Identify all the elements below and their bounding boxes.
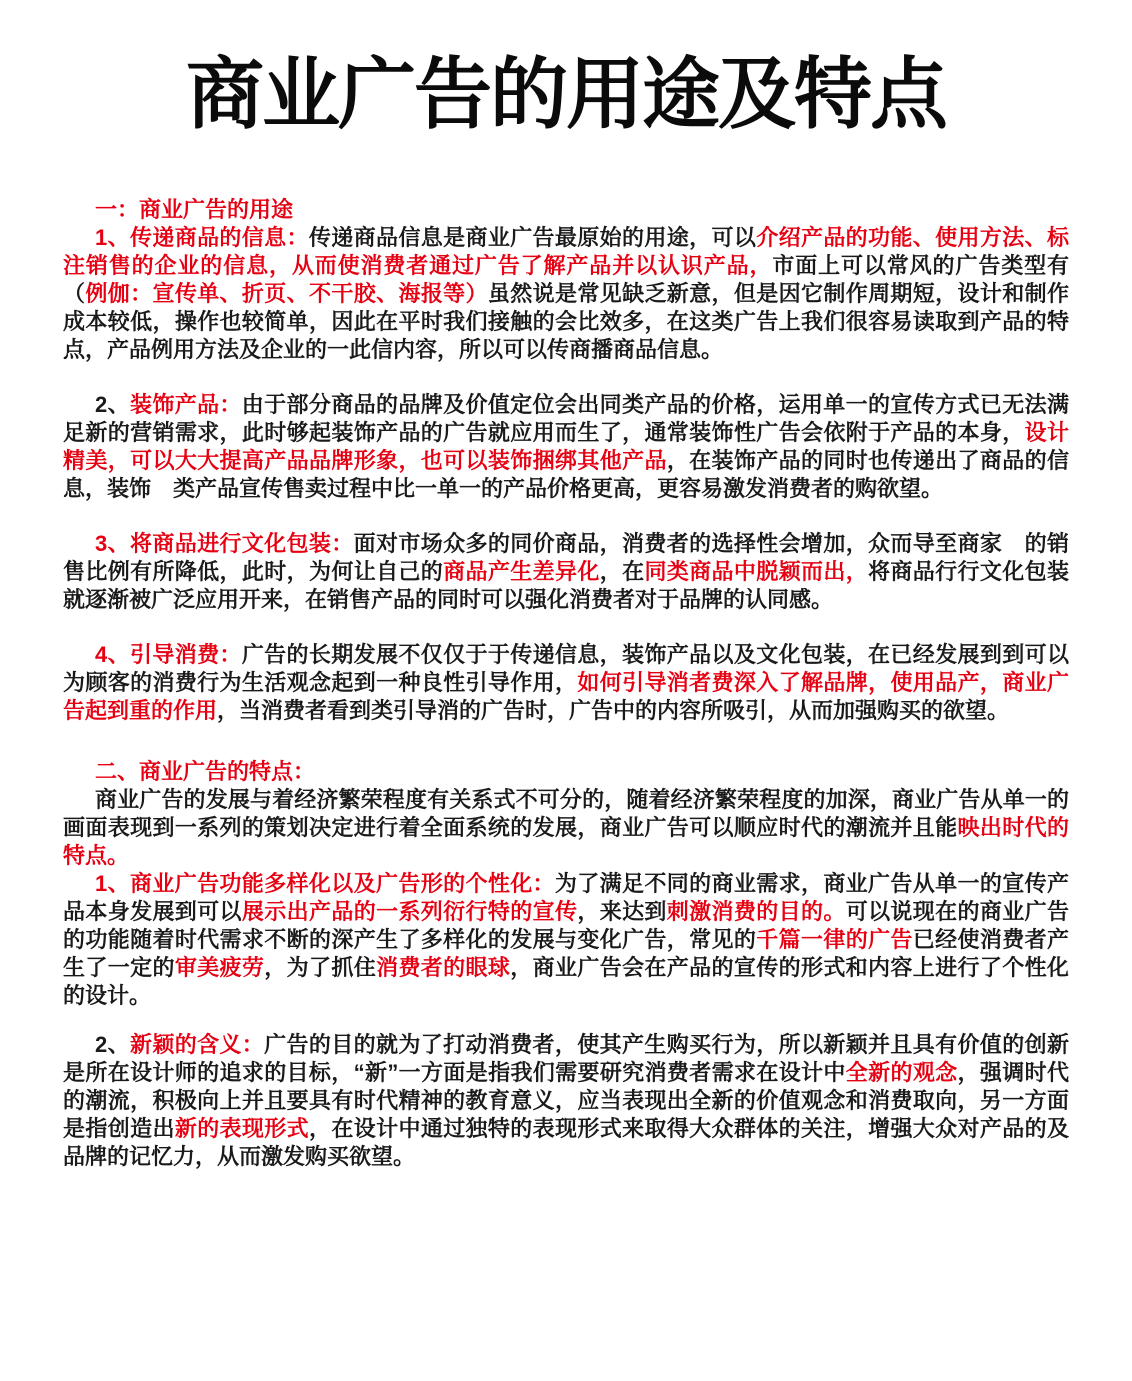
- section-1-heading: [63, 196, 1069, 224]
- text-run: 同类商品中脱颖而出，: [644, 558, 869, 584]
- text-run: 全新的观念: [845, 1059, 958, 1085]
- text-run: 新的表现形式: [174, 1115, 310, 1141]
- text-run: 已经使消费者产生了一定的: [63, 926, 1069, 980]
- paragraph-feature-2-novelty: [63, 1031, 1069, 1171]
- paragraph-features-intro: [63, 786, 1069, 870]
- text-run: 广告的目的就为了打动消费者，使其产生购买行为，所以新颖并且具有价值的创新是所在设计师的追求的目标，“新”一方面是指我们需要研究消费者需求在设计中: [63, 1031, 1069, 1085]
- document-page: [0, 46, 1132, 1171]
- text-run: 4、引导消费：: [95, 641, 242, 667]
- text-run: 千篇一律的广告: [756, 926, 913, 952]
- text-run: 设计精美，可以大大提高产品品牌形象，也可以装饰捆绑其他产品: [63, 419, 1069, 473]
- text-run: 审美疲劳: [174, 954, 265, 980]
- text-run: 3、将商品进行文化包装：: [95, 530, 354, 556]
- text-run: 可以说现在的商业广告的功能随着时代需求不断的深产生了多样化的发展与变化广告，常见的: [63, 898, 1069, 952]
- text-run: 由于部分商品的品牌及价值定位会出同类产品的价格，运用单一的宣传方式已无法满足新的营销需求，此时够起装饰产品的广告就应用而生了，通常装饰性广告会依附于产品的本身，: [63, 391, 1069, 445]
- text-run: 例伽：宣传单、折页、不干胶、海报等）: [85, 280, 488, 306]
- text-run: 新颖的含义：: [129, 1031, 265, 1057]
- text-run: 商品产生差异化: [443, 558, 600, 584]
- text-run: 将商品行行文化包装就逐渐被广泛应用开来，在销售产品的同时可以强化消费者对于品牌的认同感。: [63, 558, 1069, 612]
- text-run: 如何引导消者费深入了解品牌，使用品产，商业广告起到重的作用: [63, 669, 1069, 723]
- text-run: 传递商品信息是商业广告最原始的用途，可以: [308, 224, 757, 250]
- text-run: ，当消费者看到类引导消的广告时，广告中的内容所吸引，从而加强购买的欲望。: [217, 697, 1010, 723]
- paragraph-use-4-guide-consumption: [63, 641, 1069, 725]
- page-title: 商业广告的用途及特点: [185, 51, 946, 138]
- text-run: ，商业广告会在产品的宣传的形式和内容上进行了个性化的设计。: [63, 954, 1069, 1008]
- paragraph-feature-1-diversification: [63, 870, 1069, 1010]
- text-run: 二、商业广告的特点：: [95, 758, 316, 784]
- text-run: ，为了抓住: [264, 954, 377, 980]
- text-run: 1、传递商品的信息：: [95, 224, 309, 250]
- text-run: 1、商业广告功能多样化以及广告形的个性化：: [95, 870, 555, 896]
- text-run: 展示出产品的一系列衍行特的宣传: [241, 898, 578, 924]
- text-run: 虽然说是常见缺乏新意，但是因它制作周期短，设计和制作成本较低，操作也较简单，因此在平时我们接触的会比效多，在这类广告上我们很容易读取到产品的特点，产品例用方法及企业的一此信内容，所以可以传商播商品信息。: [63, 280, 1069, 362]
- text-run: 广告的长期发展不仅仅于于传递信息，装饰产品以及文化包装，在已经发展到到可以为顾客的消费行为生活观念起到一种良性引导作用，: [63, 641, 1069, 695]
- text-run: 2、: [95, 1031, 130, 1057]
- paragraph-use-3-cultural-packaging: [63, 530, 1069, 614]
- text-run: ，来达到: [577, 898, 667, 924]
- text-run: 市面上可以常风的广告类型有（: [63, 252, 1069, 306]
- text-run: ，强调时代的潮流，积极向上并且要具有时代精神的教育意义，应当表现出全新的价值观念和消费取向，另一方面是指创造出: [63, 1059, 1069, 1141]
- text-run: 映出时代的特点。: [63, 814, 1069, 868]
- section-2-heading: [63, 758, 1069, 786]
- text-run: 介绍产品的功能、使用方法、标注销售的企业的信息，从而使消费者通过广告了解产品并以认识产品，: [63, 224, 1069, 278]
- text-run: 消费者的眼球: [376, 954, 511, 980]
- text-run: ，在: [599, 558, 645, 584]
- text-run: 刺激消费的目的。: [666, 898, 846, 924]
- paragraph-use-2-decorate-product: [63, 391, 1069, 503]
- paragraph-use-1-convey-info: [63, 224, 1069, 364]
- text-run: 2、: [95, 391, 130, 417]
- text-run: 商业广告的发展与着经济繁荣程度有关系式不可分的，随着经济繁荣程度的加深，商业广告从单一的画面表现到一系列的策划决定进行着全面系统的发展，商业广告可以顺应时代的潮流并且能: [63, 786, 1069, 840]
- text-run: 面对市场众多的同价商品，消费者的选择性会增加，众而导至商家 的销售比例有所降低，此时，为何让自己的: [63, 530, 1069, 584]
- text-run: 一：商业广告的用途: [95, 196, 294, 222]
- text-run: 装饰产品：: [129, 391, 242, 417]
- text-run: ，在设计中通过独特的表现形式来取得大众群体的关注，增强大众对产品的及品牌的记忆力，从而激发购买欲望。: [63, 1115, 1069, 1169]
- document-body: [63, 196, 1069, 1171]
- text-run: ，在装饰产品的同时也传递出了商品的信息，装饰 类产品宣传售卖过程中比一单一的产品价格更高，更容易激发消费者的购欲望。: [63, 447, 1069, 501]
- text-run: 为了满足不同的商业需求，商业广告从单一的宣传产品本身发展到可以: [63, 870, 1069, 924]
